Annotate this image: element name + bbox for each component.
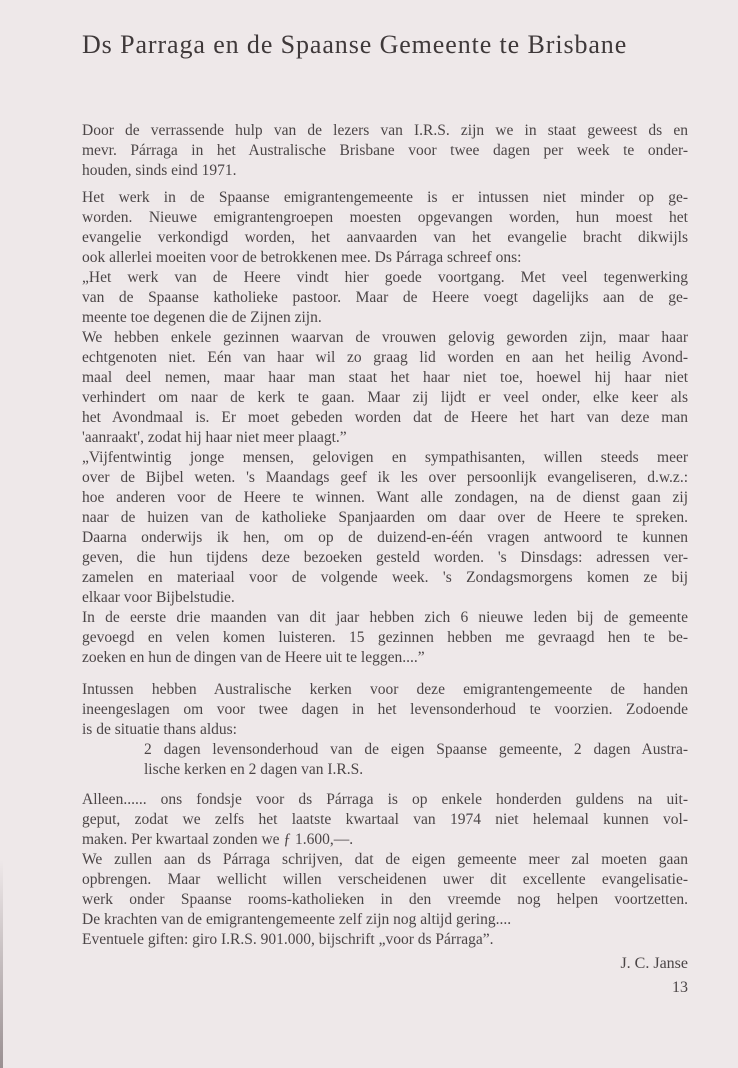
author-signature: J. C. Janse (620, 955, 688, 972)
paragraph-support-breakdown (82, 740, 688, 780)
text-line: De krachten van de emigrantengemeente zelf zijn nog altijd gering.... (82, 911, 512, 928)
text-line: geput, zodat we zelfs het laatste kwartaal van 1974 niet helemaal kunnen vol- (82, 811, 688, 828)
text-line: 'aanraakt', zodat hij haar niet meer plaagt.” (82, 429, 347, 446)
article-title: Ds Parraga en de Spaanse Gemeente te Brisbane (82, 30, 628, 59)
text-line: We zullen aan ds Párraga schrijven, dat de eigen gemeente meer zal moeten gaan (82, 851, 688, 868)
paragraph-work-report (82, 188, 688, 668)
text-line: is de situatie thans aldus: (82, 721, 237, 738)
text-line: van de Spaanse katholieke pastoor. Maar de Heere voegt dagelijks aan de ge- (82, 289, 688, 306)
text-line: het Avondmaal is. Er moet gebeden worden dat de Heere het hart van deze man (82, 409, 688, 426)
text-line: Intussen hebben Australische kerken voor deze emigrantengemeente de handen (82, 681, 688, 698)
text-line: hoe anderen voor de Heere te winnen. Want alle zondagen, na de dienst gaan zij (82, 489, 688, 506)
text-line: zoeken en hun de dingen van de Heere uit te leggen....” (82, 649, 425, 666)
paragraph-intro (82, 121, 688, 181)
text-line: lische kerken en 2 dagen van I.R.S. (144, 761, 364, 778)
text-line: Door de verrassende hulp van de lezers van I.R.S. zijn we in staat geweest ds en (82, 122, 688, 139)
text-line: „Het werk van de Heere vindt hier goede voortgang. Met veel tegenwerking (82, 269, 688, 286)
text-line: evangelie verkondigd worden, het aanvaarden van het evangelie bracht dikwijls (82, 229, 688, 246)
text-line: Het werk in de Spaanse emigrantengemeente is er intussen niet minder op ge- (82, 189, 688, 206)
text-line: worden. Nieuwe emigrantengroepen moesten opgevangen worden, hun moest het (82, 209, 688, 226)
text-line: maal deel nemen, maar haar man staat het haar niet toe, hoewel hij haar niet (82, 369, 688, 386)
paragraph-fund-appeal (82, 790, 688, 950)
text-line: zamelen en materiaal voor de volgende week. 's Zondagsmorgens komen ze bij (82, 569, 688, 586)
text-line: We hebben enkele gezinnen waarvan de vrouwen gelovig geworden zijn, maar haar (82, 329, 688, 346)
text-line: mevr. Párraga in het Australische Brisbane voor twee dagen per week te onder- (82, 142, 688, 159)
page-number: 13 (672, 979, 688, 996)
text-line: Daarna onderwijs ik hen, om op de duizend-en-één vragen antwoord te kunnen (82, 529, 688, 546)
text-line: echtgenoten niet. Eén van haar wil zo graag lid worden en aan het heilig Avond- (82, 349, 688, 366)
text-line: werk onder Spaanse rooms-katholieken in den vreemde nog helpen voortzetten. (82, 891, 688, 908)
text-line: naar de huizen van de katholieke Spanjaarden om daar over de Heere te spreken. (82, 509, 688, 526)
text-line: over de Bijbel weten. 's Maandags geef ik les over persoonlijk evangeliseren, d.w.z.: (82, 469, 688, 486)
text-line: elkaar voor Bijbelstudie. (82, 589, 235, 606)
text-line: maken. Per kwartaal zonden we ƒ 1.600,—. (82, 831, 354, 848)
text-line: geven, die hun tijdens deze bezoeken gesteld worden. 's Dinsdags: adressen ver- (82, 549, 688, 566)
text-line: 2 dagen levensonderhoud van de eigen Spaanse gemeente, 2 dagen Austra- (144, 741, 688, 758)
text-line: houden, sinds eind 1971. (82, 162, 237, 179)
text-line: gevoegd en velen komen luisteren. 15 gezinnen hebben me gevraagd hen te be- (82, 629, 688, 646)
scan-edge-shadow (0, 860, 3, 1068)
text-line: meente toe degenen die de Zijnen zijn. (82, 309, 322, 326)
text-line: ineengeslagen om voor twee dagen in het levensonderhoud te voorzien. Zodoende (82, 701, 688, 718)
text-line: ook allerlei moeiten voor de betrokkenen mee. Ds Párraga schreef ons: (82, 249, 522, 266)
text-line: Alleen...... ons fondsje voor ds Párraga is op enkele honderden guldens na uit- (82, 791, 688, 808)
text-line: In de eerste drie maanden van dit jaar hebben zich 6 nieuwe leden bij de gemeente (82, 609, 688, 626)
text-line: opbrengen. Maar wellicht willen verscheidenen uwer dit excellente evangelisatie- (82, 871, 688, 888)
text-line: „Vijfentwintig jonge mensen, gelovigen en sympathisanten, willen steeds meer (82, 449, 688, 466)
text-line: verhindert om naar de kerk te gaan. Maar zij lijdt er veel onder, elke keer als (82, 389, 688, 406)
text-line: Eventuele giften: giro I.R.S. 901.000, bijschrift „voor ds Párraga”. (82, 931, 494, 948)
paragraph-australian-churches (82, 680, 688, 740)
